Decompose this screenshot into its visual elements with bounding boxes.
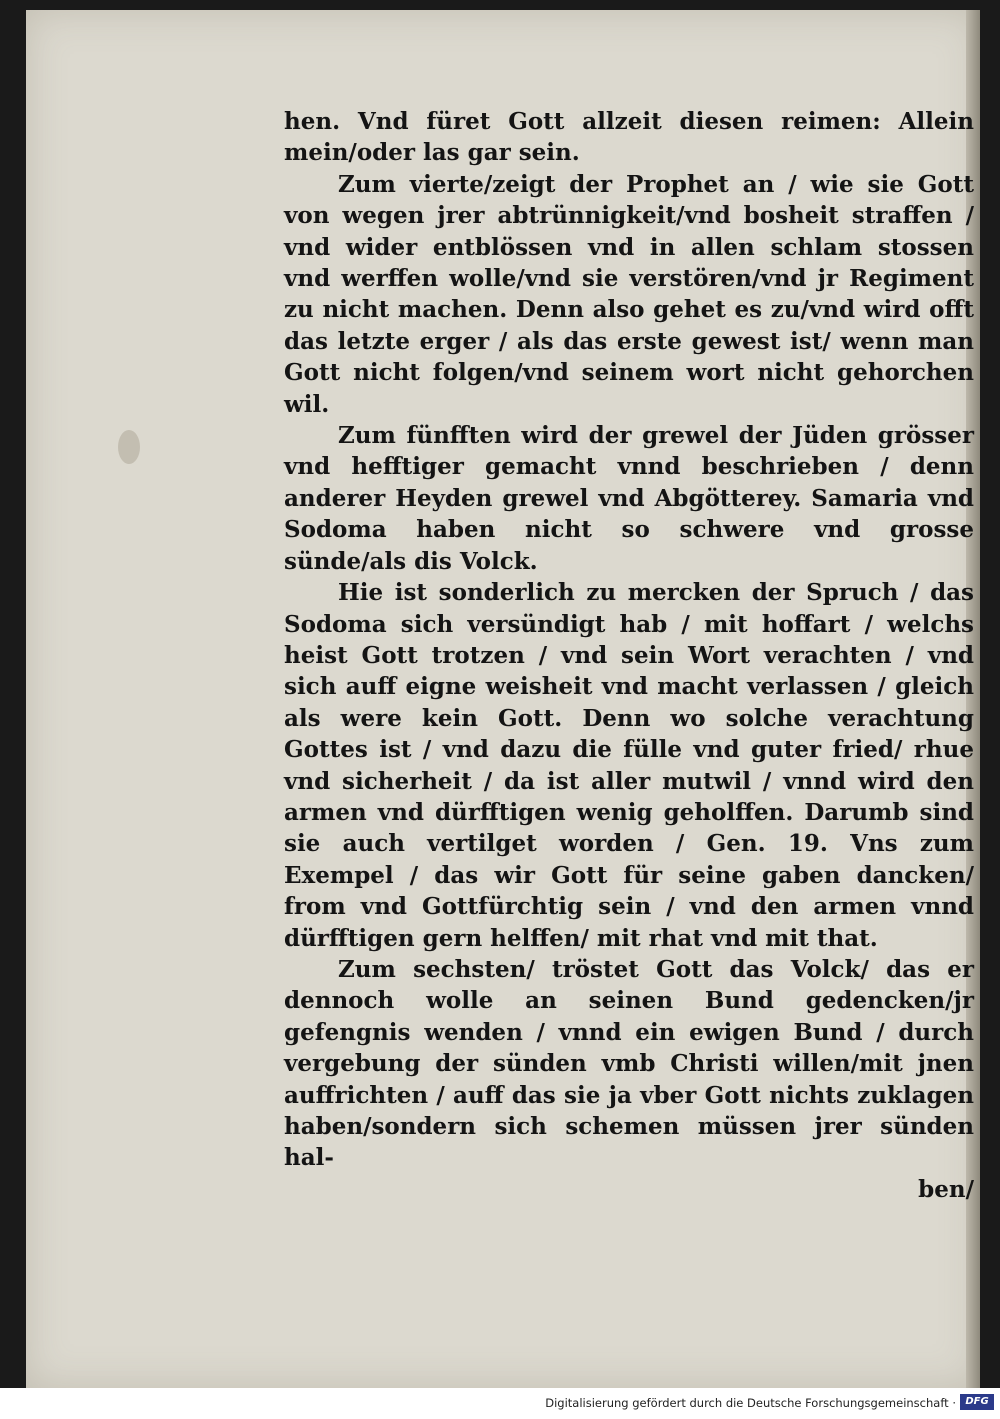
funding-credit: Digitalisierung gefördert durch die Deutsche Forschungsgemeinschaft · (545, 1396, 956, 1410)
paper-stain (118, 430, 140, 464)
paragraph-4: Hie ist sonderlich zu mercken der Spruch / das Sodoma sich versündigt hab / mit hoffart / welchs heist Gott trotzen / vnd sein Wort verachten / vnd sich auff eigne weisheit vnd macht verlassen / gleich als were kein Gott. Denn wo solche verachtung Gottes ist / vnd dazu die fülle vnd guter fried/ rhue vnd sicherheit / da ist aller mutwil / vnnd wird den armen vnd dürfftigen wenig geholffen. Darumb sind sie auch vertilget worden / Gen. 19. Vns zum Exempel / das wir Gott für seine gaben dancken/ from vnd Gottfürchtig sein / vnd den armen vnnd dürfftigen gern helffen/ mit rhat vnd mit that. (284, 579, 974, 952)
page-text (284, 106, 974, 1205)
dfg-logo: DFG (960, 1394, 994, 1410)
paragraph-2: Zum vierte/zeigt der Prophet an / wie sie Gott von wegen jrer abtrünnigkeit/vnd bosheit straffen / vnd wider entblössen vnd in allen schlam stossen vnd werffen wolle/vnd sie verstören/vnd jr Regiment zu nicht machen. Denn also gehet es zu/vnd wird offt das letzte erger / als das erste gewest ist/ wenn man Gott nicht folgen/vnd seinem wort nicht gehorchen wil. (284, 170, 974, 418)
footer-bar (0, 1388, 1000, 1419)
paragraph-1: hen. Vnd füret Gott allzeit diesen reimen: Allein mein/oder las gar sein. (284, 108, 974, 167)
book-page (26, 10, 980, 1388)
paragraph-5: Zum sechsten/ tröstet Gott das Volck/ das er dennoch wolle an seinen Bund gedencken/jr gefengnis wenden / vnnd ein ewigen Bund / durch vergebung der sünden vmb Christi willen/mit jnen auffrichten / auff das sie ja vber Gott nichts zuklagen haben/sondern sich schemen müssen jrer sünden hal- (284, 955, 974, 1172)
paragraph-3: Zum fünfften wird der grewel der Jüden grösser vnd hefftiger gemacht vnnd beschrieben / denn anderer Heyden grewel vnd Abgötterey. Samaria vnd Sodoma haben nicht so schwere vnd grosse sünde/als dis Volck. (284, 422, 974, 575)
catchword: ben/ (918, 1175, 974, 1203)
